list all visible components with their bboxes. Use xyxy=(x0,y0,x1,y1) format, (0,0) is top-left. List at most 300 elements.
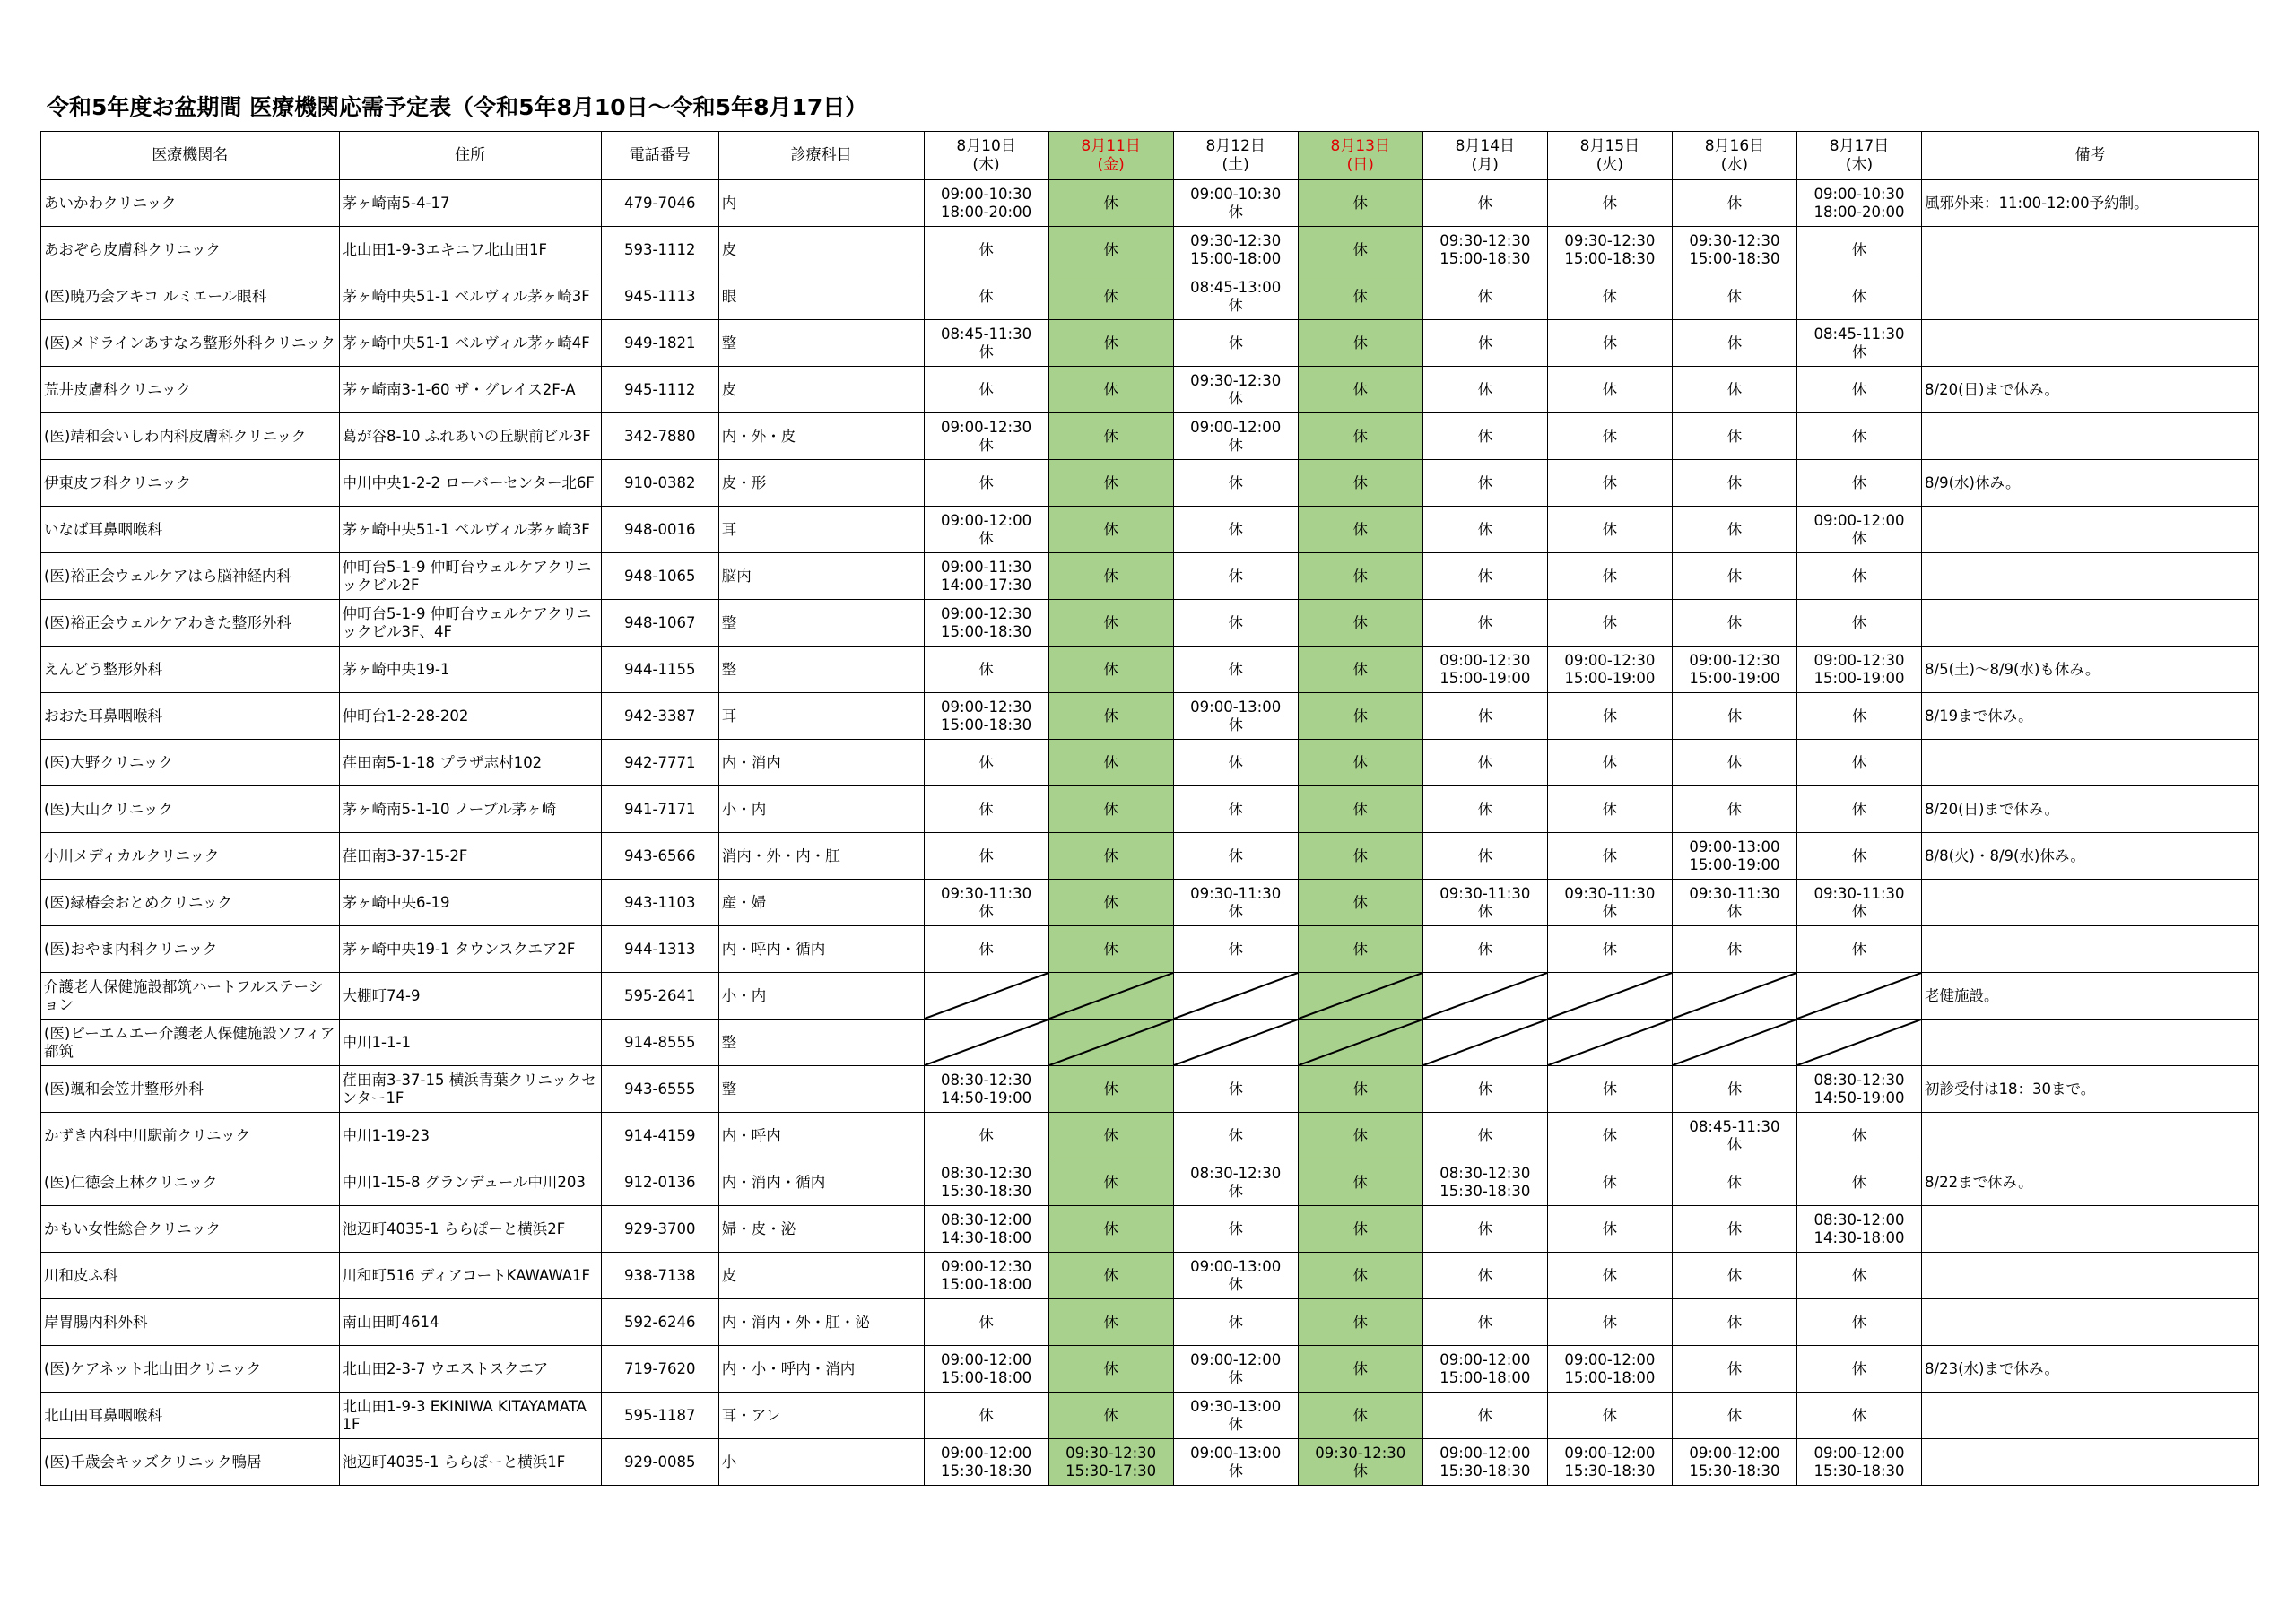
slot-hours-line: 休 xyxy=(1228,613,1243,631)
slot-hours-line: 休 xyxy=(1477,1080,1493,1098)
slot-hours xyxy=(1796,1206,1921,1253)
slot-hours-line: 休 xyxy=(1352,1219,1368,1237)
header-day-date: 8月14日 xyxy=(1455,136,1516,155)
facility-departments: 皮 xyxy=(718,1253,924,1299)
slot-hours xyxy=(1173,413,1298,460)
header-day-weekday: (日) xyxy=(1346,155,1374,174)
header-day-weekday: (木) xyxy=(972,155,1000,174)
slot-hours-line: 休 xyxy=(1352,567,1368,585)
slot-hours-line: 09:30-11:30 xyxy=(1813,884,1905,902)
slot-hours-line: 休 xyxy=(1103,707,1118,725)
slot-hours-line: 休 xyxy=(1726,1135,1743,1153)
slot-hours-line: 休 xyxy=(1851,1173,1867,1191)
header-day-6 xyxy=(1672,132,1796,180)
table-row xyxy=(41,740,2259,786)
slot-hours xyxy=(1048,1066,1173,1113)
slot-hours xyxy=(1048,926,1173,973)
slot-hours xyxy=(1672,460,1796,507)
slot-hours xyxy=(1298,1299,1422,1346)
slot-hours xyxy=(1672,413,1796,460)
note: 8/20(日)まで休み。 xyxy=(1922,786,2259,833)
slot-hours xyxy=(1298,1206,1422,1253)
slot-hours-line: 休 xyxy=(1228,567,1243,585)
facility-name: かずき内科中川駅前クリニック xyxy=(41,1113,340,1159)
slot-hours-line: 休 xyxy=(1228,1126,1243,1144)
slot-hours xyxy=(1298,600,1422,647)
slot-not-applicable xyxy=(1298,1020,1422,1066)
schedule-table xyxy=(40,131,2259,1486)
slot-hours-line: 休 xyxy=(1602,1313,1618,1331)
diagonal-slash-icon xyxy=(1673,973,1796,1019)
slot-hours xyxy=(1422,1299,1547,1346)
diagonal-slash-icon xyxy=(925,1020,1048,1065)
slot-hours xyxy=(1298,1066,1422,1113)
slot-hours xyxy=(1173,273,1298,320)
slot-hours xyxy=(1048,1206,1173,1253)
slot-hours-line: 休 xyxy=(1851,1266,1867,1284)
slot-hours xyxy=(1422,693,1547,740)
slot-hours-line: 09:00-10:30 xyxy=(1190,185,1282,203)
slot-hours xyxy=(1298,786,1422,833)
slot-hours xyxy=(924,413,1048,460)
slot-hours-line: 休 xyxy=(1352,1406,1368,1424)
slot-hours xyxy=(1672,880,1796,926)
slot-not-applicable xyxy=(924,973,1048,1020)
slot-hours xyxy=(1298,693,1422,740)
header-day-3 xyxy=(1298,132,1422,180)
slot-hours xyxy=(1547,180,1672,227)
diagonal-slash-icon xyxy=(1797,973,1921,1019)
note xyxy=(1922,740,2259,786)
slot-hours-line: 09:00-11:30 xyxy=(941,558,1032,576)
facility-name: (医)ピーエムエー介護老人保健施設ソフィア都筑 xyxy=(41,1020,340,1066)
diagonal-slash-icon xyxy=(1049,1020,1173,1065)
slot-hours xyxy=(1796,227,1921,273)
slot-hours xyxy=(1422,180,1547,227)
slot-hours-line: 休 xyxy=(1602,707,1618,725)
slot-hours-line: 09:00-12:30 xyxy=(941,1257,1032,1275)
note xyxy=(1922,1113,2259,1159)
slot-hours-line: 休 xyxy=(1228,1080,1243,1098)
facility-address: 川和町516 ディアコートKAWAWA1F xyxy=(339,1253,601,1299)
slot-hours-line: 休 xyxy=(1726,380,1743,398)
facility-phone: 929-0085 xyxy=(601,1439,718,1486)
slot-hours-line: 休 xyxy=(1103,660,1118,678)
slot-hours-line: 休 xyxy=(978,846,994,864)
slot-hours xyxy=(1173,1206,1298,1253)
header-name: 医療機関名 xyxy=(41,132,340,180)
facility-name: 伊東皮フ科クリニック xyxy=(41,460,340,507)
slot-hours-line: 休 xyxy=(1103,567,1118,585)
slot-hours xyxy=(1547,740,1672,786)
slot-hours xyxy=(1796,647,1921,693)
slot-hours xyxy=(1547,647,1672,693)
slot-hours-line: 休 xyxy=(1228,203,1243,221)
slot-hours-line: 09:30-12:30 xyxy=(1190,231,1282,249)
facility-departments: 眼 xyxy=(718,273,924,320)
slot-hours-line: 09:00-12:30 xyxy=(1564,651,1656,669)
facility-address: 中川1-19-23 xyxy=(339,1113,601,1159)
slot-hours-line: 休 xyxy=(1228,1219,1243,1237)
facility-departments: 整 xyxy=(718,1020,924,1066)
header-day-4 xyxy=(1422,132,1547,180)
slot-hours-line: 休 xyxy=(1477,1126,1493,1144)
slot-hours xyxy=(924,507,1048,553)
slot-not-applicable xyxy=(1796,973,1921,1020)
slot-hours xyxy=(1298,553,1422,600)
slot-hours-line: 休 xyxy=(1103,846,1118,864)
slot-hours-line: 休 xyxy=(1851,1313,1867,1331)
facility-departments: 内・外・皮 xyxy=(718,413,924,460)
header-note: 備考 xyxy=(1922,132,2259,180)
facility-departments: 耳 xyxy=(718,693,924,740)
slot-hours xyxy=(1173,180,1298,227)
slot-hours-line: 09:30-11:30 xyxy=(1689,884,1780,902)
header-day-date: 8月12日 xyxy=(1205,136,1265,155)
table-row xyxy=(41,273,2259,320)
slot-hours xyxy=(924,647,1048,693)
slot-hours-line: 休 xyxy=(1851,287,1867,305)
slot-hours-line: 休 xyxy=(1228,520,1243,538)
facility-departments: 内・小・呼内・消内 xyxy=(718,1346,924,1393)
header-day-weekday: (金) xyxy=(1097,155,1125,174)
slot-hours xyxy=(1422,320,1547,367)
facility-name: (医)裕正会ウェルケアわきた整形外科 xyxy=(41,600,340,647)
slot-hours-line: 休 xyxy=(1851,1406,1867,1424)
slot-hours-line: 休 xyxy=(1103,287,1118,305)
slot-hours-line: 休 xyxy=(1851,1359,1867,1377)
diagonal-slash-icon xyxy=(1299,1020,1422,1065)
slot-hours xyxy=(1422,1346,1547,1393)
slot-hours xyxy=(1672,1253,1796,1299)
slot-hours-line: 休 xyxy=(1477,287,1493,305)
slot-hours-line: 休 xyxy=(1352,240,1368,258)
slot-hours xyxy=(1672,1206,1796,1253)
note xyxy=(1922,413,2259,460)
slot-hours-line: 09:00-12:30 xyxy=(1689,651,1780,669)
slot-hours-line: 休 xyxy=(1103,940,1118,958)
facility-phone: 949-1821 xyxy=(601,320,718,367)
slot-hours-line: 休 xyxy=(978,940,994,958)
slot-not-applicable xyxy=(1672,1020,1796,1066)
slot-hours-line: 休 xyxy=(1602,334,1618,352)
slot-not-applicable xyxy=(924,1020,1048,1066)
facility-departments: 小・内 xyxy=(718,973,924,1020)
slot-hours-line: 休 xyxy=(1228,1182,1243,1200)
facility-address: 仲町台5-1-9 仲町台ウェルケアクリニックビル2F xyxy=(339,553,601,600)
slot-hours xyxy=(924,880,1048,926)
slot-hours xyxy=(1173,460,1298,507)
table-row xyxy=(41,1299,2259,1346)
note: 8/8(火)・8/9(水)休み。 xyxy=(1922,833,2259,880)
note: 8/19まで休み。 xyxy=(1922,693,2259,740)
slot-hours-line: 休 xyxy=(1602,1080,1618,1098)
slot-hours-line: 09:00-13:00 xyxy=(1190,698,1282,716)
note xyxy=(1922,273,2259,320)
note xyxy=(1922,600,2259,647)
slot-hours-line: 14:00-17:30 xyxy=(941,576,1032,594)
slot-hours xyxy=(1796,1299,1921,1346)
slot-hours-line: 09:00-12:30 xyxy=(941,604,1032,622)
slot-hours-line: 休 xyxy=(1352,1359,1368,1377)
header-day-weekday: (木) xyxy=(1845,155,1874,174)
slot-hours-line: 09:30-11:30 xyxy=(1190,884,1282,902)
slot-hours xyxy=(1173,367,1298,413)
facility-departments: 婦・皮・泌 xyxy=(718,1206,924,1253)
slot-hours-line: 09:00-10:30 xyxy=(941,185,1032,203)
slot-hours xyxy=(1048,1253,1173,1299)
slot-hours-line: 休 xyxy=(1477,194,1493,212)
slot-hours-line: 休 xyxy=(1726,520,1743,538)
slot-hours-line: 休 xyxy=(1103,1080,1118,1098)
facility-phone: 943-6555 xyxy=(601,1066,718,1113)
facility-departments: 内・消内・外・肛・泌 xyxy=(718,1299,924,1346)
slot-hours xyxy=(1547,273,1672,320)
slot-hours-line: 休 xyxy=(1103,1266,1118,1284)
slot-hours xyxy=(1048,1439,1173,1486)
slot-hours xyxy=(1672,227,1796,273)
slot-hours-line: 休 xyxy=(1352,1313,1368,1331)
note: 老健施設。 xyxy=(1922,973,2259,1020)
slot-hours xyxy=(1422,1066,1547,1113)
header-row xyxy=(41,132,2259,180)
slot-hours xyxy=(1048,1393,1173,1439)
slot-hours-line: 休 xyxy=(1103,893,1118,911)
slot-hours xyxy=(1547,320,1672,367)
slot-hours xyxy=(1422,367,1547,413)
table-row xyxy=(41,507,2259,553)
slot-not-applicable xyxy=(1422,1020,1547,1066)
diagonal-slash-icon xyxy=(1797,1020,1921,1065)
slot-hours-line: 15:00-19:00 xyxy=(1689,855,1780,873)
facility-phone: 479-7046 xyxy=(601,180,718,227)
table-row xyxy=(41,320,2259,367)
slot-hours xyxy=(1672,740,1796,786)
slot-hours-line: 09:00-13:00 xyxy=(1689,838,1780,855)
slot-hours xyxy=(1048,507,1173,553)
slot-hours xyxy=(1298,1113,1422,1159)
slot-hours xyxy=(1672,273,1796,320)
slot-not-applicable xyxy=(1173,973,1298,1020)
slot-hours-line: 休 xyxy=(1103,520,1118,538)
slot-hours-line: 休 xyxy=(1726,1406,1743,1424)
slot-hours xyxy=(1796,1439,1921,1486)
slot-hours-line: 休 xyxy=(1602,380,1618,398)
facility-phone: 910-0382 xyxy=(601,460,718,507)
slot-hours-line: 休 xyxy=(1602,800,1618,818)
slot-hours-line: 09:30-12:30 xyxy=(1564,231,1656,249)
facility-phone: 595-1187 xyxy=(601,1393,718,1439)
slot-hours xyxy=(1547,833,1672,880)
document-title: 令和5年度お盆期間 医療機関応需予定表（令和5年8月10日～令和5年8月17日） xyxy=(47,94,868,120)
slot-hours-line: 休 xyxy=(1477,1313,1493,1331)
slot-hours-line: 休 xyxy=(1477,753,1493,771)
facility-departments: 内 xyxy=(718,180,924,227)
slot-hours-line: 09:00-10:30 xyxy=(1813,185,1905,203)
slot-hours xyxy=(924,1253,1048,1299)
facility-name: (医)千歳会キッズクリニック鴨居 xyxy=(41,1439,340,1486)
facility-name: あいかわクリニック xyxy=(41,180,340,227)
slot-hours-line: 休 xyxy=(1726,902,1743,920)
slot-hours-line: 15:00-19:00 xyxy=(1439,669,1531,687)
slot-hours xyxy=(1298,367,1422,413)
note: 8/23(水)まで休み。 xyxy=(1922,1346,2259,1393)
slot-hours xyxy=(924,553,1048,600)
header-day-0 xyxy=(924,132,1048,180)
slot-hours-line: 休 xyxy=(1726,1359,1743,1377)
slot-hours-line: 15:00-18:00 xyxy=(941,1275,1032,1293)
slot-hours-line: 休 xyxy=(1352,427,1368,445)
slot-hours-line: 15:00-18:00 xyxy=(1564,1368,1656,1386)
slot-hours xyxy=(1796,833,1921,880)
note xyxy=(1922,1206,2259,1253)
facility-name: (医)おやま内科クリニック xyxy=(41,926,340,973)
slot-hours xyxy=(1672,786,1796,833)
slot-hours-line: 15:30-18:30 xyxy=(1813,1462,1905,1480)
slot-not-applicable xyxy=(1048,1020,1173,1066)
slot-hours xyxy=(1422,273,1547,320)
slot-hours xyxy=(1173,1299,1298,1346)
slot-hours-line: 09:30-13:00 xyxy=(1190,1397,1282,1415)
slot-hours xyxy=(1422,460,1547,507)
slot-hours xyxy=(1422,880,1547,926)
header-day-date: 8月17日 xyxy=(1829,136,1890,155)
slot-hours xyxy=(924,1393,1048,1439)
slot-hours-line: 休 xyxy=(1103,613,1118,631)
slot-hours-line: 休 xyxy=(1228,1462,1243,1480)
slot-hours-line: 休 xyxy=(1352,613,1368,631)
note xyxy=(1922,553,2259,600)
slot-hours xyxy=(1422,507,1547,553)
slot-hours xyxy=(924,460,1048,507)
note xyxy=(1922,1439,2259,1486)
slot-hours xyxy=(1796,507,1921,553)
facility-name: 荒井皮膚科クリニック xyxy=(41,367,340,413)
slot-hours-line: 休 xyxy=(1228,296,1243,314)
slot-hours xyxy=(1422,413,1547,460)
facility-departments: 整 xyxy=(718,320,924,367)
slot-hours-line: 休 xyxy=(1726,940,1743,958)
slot-hours-line: 09:00-13:00 xyxy=(1190,1444,1282,1462)
header-day-date: 8月11日 xyxy=(1081,136,1141,155)
slot-hours-line: 休 xyxy=(1851,707,1867,725)
slot-hours xyxy=(1298,740,1422,786)
table-row xyxy=(41,1253,2259,1299)
slot-hours xyxy=(1422,1253,1547,1299)
slot-hours-line: 休 xyxy=(1726,707,1743,725)
facility-name: (医)メドラインあすなろ整形外科クリニック xyxy=(41,320,340,367)
slot-hours-line: 09:00-12:00 xyxy=(1813,1444,1905,1462)
slot-hours xyxy=(1672,1299,1796,1346)
diagonal-slash-icon xyxy=(1423,1020,1547,1065)
facility-address: 北山田1-9-3 EKINIWA KITAYAMATA 1F xyxy=(339,1393,601,1439)
facility-address: 葛が谷8-10 ふれあいの丘駅前ビル3F xyxy=(339,413,601,460)
facility-departments: 耳・アレ xyxy=(718,1393,924,1439)
slot-hours-line: 15:30-18:30 xyxy=(1439,1462,1531,1480)
slot-hours-line: 休 xyxy=(1602,287,1618,305)
facility-name: いなば耳鼻咽喉科 xyxy=(41,507,340,553)
slot-hours-line: 休 xyxy=(978,1126,994,1144)
slot-hours-line: 14:30-18:00 xyxy=(1813,1228,1905,1246)
slot-hours xyxy=(1672,693,1796,740)
slot-hours xyxy=(1796,413,1921,460)
table-row xyxy=(41,1113,2259,1159)
slot-hours xyxy=(1547,367,1672,413)
facility-phone: 929-3700 xyxy=(601,1206,718,1253)
slot-hours-line: 休 xyxy=(1352,287,1368,305)
slot-hours-line: 休 xyxy=(1228,473,1243,491)
slot-hours-line: 休 xyxy=(1228,1313,1243,1331)
slot-hours xyxy=(1422,786,1547,833)
facility-phone: 914-8555 xyxy=(601,1020,718,1066)
slot-hours-line: 09:00-12:00 xyxy=(1689,1444,1780,1462)
slot-hours xyxy=(924,227,1048,273)
slot-hours xyxy=(924,1439,1048,1486)
facility-departments: 整 xyxy=(718,647,924,693)
slot-hours-line: 08:30-12:00 xyxy=(941,1211,1032,1228)
slot-hours-line: 08:45-13:00 xyxy=(1190,278,1282,296)
facility-departments: 整 xyxy=(718,600,924,647)
facility-phone: 719-7620 xyxy=(601,1346,718,1393)
slot-hours-line: 休 xyxy=(1228,1275,1243,1293)
slot-hours-line: 休 xyxy=(978,800,994,818)
slot-hours xyxy=(1173,1346,1298,1393)
slot-not-applicable xyxy=(1796,1020,1921,1066)
facility-phone: 942-7771 xyxy=(601,740,718,786)
slot-hours xyxy=(1298,1439,1422,1486)
slot-hours xyxy=(1173,1113,1298,1159)
slot-hours xyxy=(1672,647,1796,693)
header-day-date: 8月16日 xyxy=(1704,136,1765,155)
slot-hours-line: 15:30-18:30 xyxy=(1689,1462,1780,1480)
diagonal-slash-icon xyxy=(1423,973,1547,1019)
facility-departments: 脳内 xyxy=(718,553,924,600)
slot-hours xyxy=(1422,647,1547,693)
slot-hours-line: 18:00-20:00 xyxy=(941,203,1032,221)
facility-address: 大棚町74-9 xyxy=(339,973,601,1020)
table-row xyxy=(41,413,2259,460)
slot-hours xyxy=(1422,926,1547,973)
facility-name: 川和皮ふ科 xyxy=(41,1253,340,1299)
slot-hours-line: 休 xyxy=(1103,1313,1118,1331)
slot-hours-line: 09:00-12:00 xyxy=(941,1444,1032,1462)
facility-address: 茅ヶ崎中央51-1 ベルヴィル茅ヶ崎3F xyxy=(339,273,601,320)
slot-hours-line: 休 xyxy=(1726,1219,1743,1237)
slot-hours-line: 休 xyxy=(1103,1173,1118,1191)
facility-phone: 944-1313 xyxy=(601,926,718,973)
slot-hours xyxy=(924,1206,1048,1253)
header-day-weekday: (水) xyxy=(1720,155,1749,174)
slot-hours-line: 09:00-12:30 xyxy=(941,418,1032,436)
slot-hours-line: 休 xyxy=(1602,940,1618,958)
table-row xyxy=(41,460,2259,507)
slot-hours-line: 休 xyxy=(1851,613,1867,631)
slot-hours-line: 休 xyxy=(1352,1080,1368,1098)
slot-hours xyxy=(924,786,1048,833)
slot-hours xyxy=(1298,926,1422,973)
table-row xyxy=(41,600,2259,647)
slot-hours xyxy=(924,180,1048,227)
table-row xyxy=(41,227,2259,273)
slot-hours xyxy=(924,926,1048,973)
slot-hours xyxy=(1298,460,1422,507)
slot-hours xyxy=(1422,740,1547,786)
table-row xyxy=(41,647,2259,693)
slot-hours-line: 15:00-18:00 xyxy=(1190,249,1282,267)
facility-name: (医)暁乃会アキコ ルミエール眼科 xyxy=(41,273,340,320)
slot-hours-line: 15:00-18:30 xyxy=(1689,249,1780,267)
slot-hours-line: 休 xyxy=(978,380,994,398)
